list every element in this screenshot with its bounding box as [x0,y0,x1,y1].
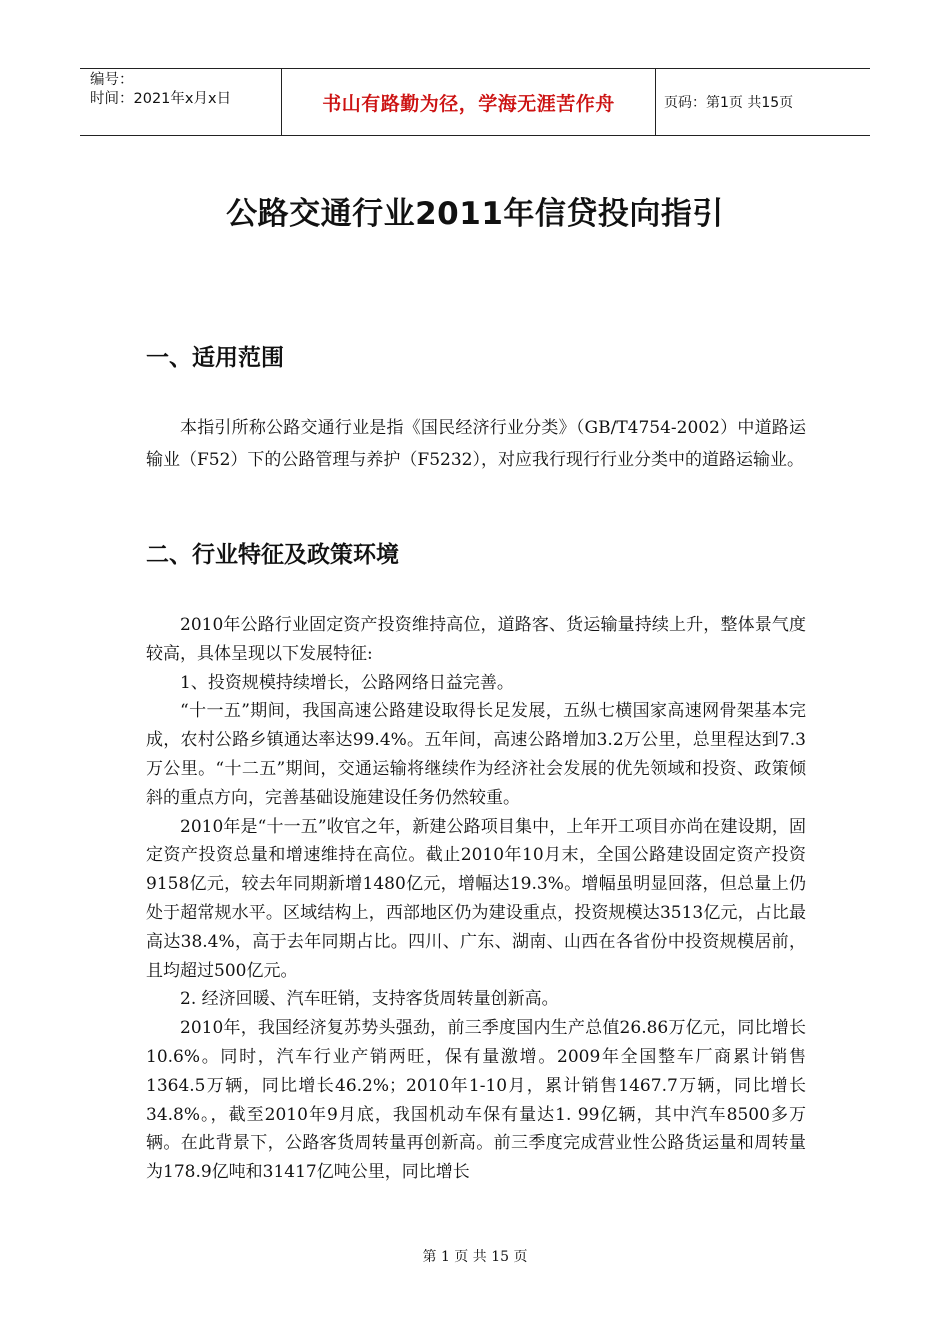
paragraph-point-2: 2. 经济回暖、汽车旺销，支持客货周转量创新高。 [180,989,559,1010]
header-page-info: 页码：第1页 共15页 [664,95,794,111]
section-heading-scope: 一、适用范围 [146,345,284,371]
section-heading-characteristics: 二、行业特征及政策环境 [146,542,399,568]
document-date-label: 时间：2021年x月x日 [90,91,232,107]
header-meta [80,69,281,135]
paragraph-scope: 本指引所称公路交通行业是指《国民经济行业分类》（GB/T4754-2002）中道路运输业（F52）下的公路管理与养护（F5232），对应我行现行行业分类中的道路运输业。 [146,418,806,470]
section-body-characteristics [146,611,806,1187]
paragraph-five-year-review: “十一五”期间，我国高速公路建设取得长足发展，五纵七横国家高速网骨架基本完成，农村公路乡镇通达率达99.4%。五年间，高速公路增加3.2万公里，总里程达到7.3万公里。“十二五”期间，交通运输将继续作为经济社会发展的优先领域和投资、政策倾斜的重点方向，完善基础设施建设任务仍然较重。 [146,701,806,808]
paragraph-point-1: 1、投资规模持续增长，公路网络日益完善。 [180,672,514,693]
page-header [80,68,870,136]
document-number-label: 编号： [90,72,134,88]
paragraph-2010-investment: 2010年是“十一五”收官之年，新建公路项目集中，上年开工项目亦尚在建设期，固定资产投资总量和增速维持在高位。截止2010年10月末，全国公路建设固定资产投资9158亿元，较去年同期新增1480亿元，增幅达19.3%。增幅虽明显回落，但总量上仍处于超常规水平。区域结构上，西部地区仍为建设重点，投资规模达3513亿元，占比最高达38.4%，高于去年同期占比。四川、广东、湖南、山西在各省份中投资规模居前，且均超过500亿元。 [146,816,806,981]
page-footer: 第 1 页 共 15 页 [422,1249,528,1265]
document-title: 公路交通行业2011年信贷投向指引 [226,196,724,232]
paragraph-2010-economy: 2010年，我国经济复苏势头强劲，前三季度国内生产总值26.86万亿元，同比增长10.6%。同时，汽车行业产销两旺，保有量激增。2009年全国整车厂商累计销售1364.5万辆，同比增长46.2%；2010年1-10月，累计销售1467.7万辆，同比增长34.8%。，截至2010年9月底，我国机动车保有量达1. 99亿辆，其中汽车8500多万辆。在此背景下，公路客货周转量再创新高。前三季度完成营业性公路货运量和周转量为178.9亿吨和31417亿吨公里，同比增长 [146,1018,806,1183]
header-motto: 书山有路勤为径，学海无涯苦作舟 [281,69,656,135]
paragraph-intro: 2010年公路行业固定资产投资维持高位，道路客、货运输量持续上升，整体景气度较高，具体呈现以下发展特征: [146,615,806,664]
